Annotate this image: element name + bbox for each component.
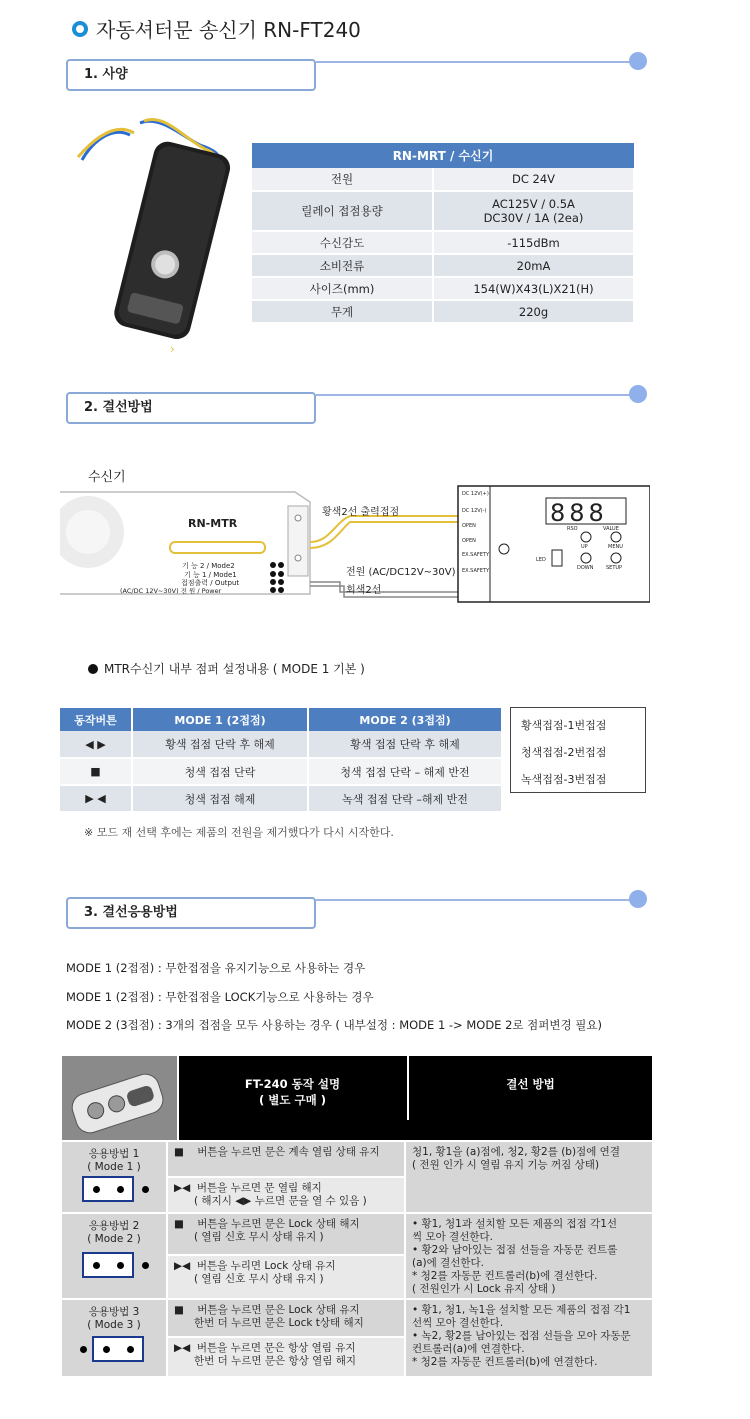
table-row <box>252 254 634 277</box>
wiring-text: 씩 모아 결선한다. <box>412 1231 494 1243</box>
table-row <box>60 758 502 785</box>
action-text: 버튼을 누르면 문은 Lock 상태 해지 <box>197 1218 360 1230</box>
spec-value: DC 24V <box>433 168 634 191</box>
down-button <box>581 553 591 563</box>
circle-bullet-icon <box>72 21 88 37</box>
spec-value-line1: AC125V / 0.5A <box>492 197 575 211</box>
column-header: MODE 1 (2접점) <box>132 708 308 731</box>
spec-table-header: RN-MRT / 수신기 <box>252 143 634 168</box>
action-subtext: ( 열림 신호 무시 상태 유지 ) <box>194 1273 324 1285</box>
svg-text:›: › <box>170 342 175 356</box>
action-text: 버튼을 누리면 Lock 상태 유지 <box>196 1260 336 1272</box>
section-title: 2. 결선방법 <box>66 392 316 424</box>
callout-gray: 회색2선 <box>346 585 382 596</box>
wiring-description <box>406 1142 652 1212</box>
table-row <box>252 168 634 191</box>
controller-button-label: RSO <box>567 526 578 532</box>
action-text: 버튼을 누르면 문 열림 해지 <box>196 1182 322 1194</box>
wiring-text: 청1, 황1을 (a)점에, 청2, 황2를 (b)점에 연결 <box>412 1146 620 1158</box>
controller-button-label: VALUE <box>603 526 619 532</box>
usage-line: MODE 1 (2접점) : 무한접점을 유지기능으로 사용하는 경우 <box>66 961 366 975</box>
close-arrows-icon: ▶◀ <box>174 1182 191 1194</box>
wiring-text: • 황1, 청1과 설치할 모든 제품의 접점 각1선 <box>412 1218 618 1230</box>
jumper-pin <box>80 1346 87 1353</box>
spec-value <box>433 191 634 231</box>
table-row <box>60 785 502 812</box>
section-header-wiring <box>66 392 646 424</box>
wiring-text: (a)에 결선한다. <box>412 1257 485 1269</box>
jumper-pin <box>142 1262 149 1269</box>
mode2-cell: 황색 접점 단락 후 해제 <box>308 731 502 758</box>
application-method-label <box>62 1300 166 1376</box>
spec-value: 20mA <box>433 254 634 277</box>
device-name-label: RN-MTR <box>188 517 238 530</box>
jumper-heading-text: MTR수신기 내부 점퍼 설정내용 ( MODE 1 기본 ) <box>104 662 365 676</box>
page-title <box>72 14 361 43</box>
spec-label: 무게 <box>252 300 433 323</box>
usage-line: MODE 1 (2접점) : 무한접점을 LOCK기능으로 사용하는 경우 <box>66 990 374 1004</box>
mode1-cell: 황색 접점 단락 후 해제 <box>132 731 308 758</box>
application-method-label <box>62 1142 166 1212</box>
section-dot-icon <box>629 385 647 403</box>
receiver-product-image <box>70 115 230 365</box>
method-name: 응용방법 2 <box>88 1220 140 1232</box>
setup-button <box>611 553 621 563</box>
jumper-pin <box>117 1262 124 1269</box>
stop-icon: ■ <box>174 1146 184 1158</box>
section-title: 3. 결선응용방법 <box>66 897 316 929</box>
wiring-text: • 황2와 남아있는 접점 선들을 자동문 컨트롤 <box>412 1244 618 1256</box>
table-row <box>252 300 634 323</box>
section-divider <box>316 61 636 63</box>
column-header-wiring: 결선 방법 <box>407 1056 652 1120</box>
section-divider <box>316 394 636 396</box>
action-text: 버튼을 누르면 문은 Lock 상태 유지 <box>197 1304 360 1316</box>
remote-control-image <box>62 1056 177 1140</box>
section-dot-icon <box>629 52 647 70</box>
contact-legend-item: 녹색접점-3번접점 <box>521 773 607 786</box>
mode1-cell: 청색 접점 단락 <box>132 758 308 785</box>
controller-terminal-label: DC 12V(+) <box>462 491 489 497</box>
jumper-diagram <box>82 1176 134 1202</box>
action-description <box>168 1338 404 1376</box>
controller-button-label: UP <box>581 544 588 550</box>
controller-button-label: DOWN <box>577 565 594 571</box>
header-divider <box>177 1056 179 1140</box>
mode2-cell: 청색 접점 단락 – 해제 반전 <box>308 758 502 785</box>
section-title: 1. 사양 <box>66 59 316 91</box>
jumper-pin <box>93 1262 100 1269</box>
table-row <box>60 731 502 758</box>
receiver-label: 수신기 <box>88 470 126 485</box>
terminal-label: 기 능 1 / Mode1 <box>184 571 237 579</box>
wiring-description <box>406 1300 652 1376</box>
controller-button-label: MENU <box>608 544 623 550</box>
jumper-pin <box>117 1186 124 1193</box>
controller-terminal-label: EX.SAFETY <box>462 552 490 558</box>
method-mode: ( Mode 1 ) <box>87 1161 141 1173</box>
page-title-text: 자동셔터문 송신기 RN-FT240 <box>96 18 361 42</box>
action-subtext: 한번 더 누르면 문은 항상 열림 해지 <box>194 1355 357 1367</box>
jumper-pin <box>127 1346 134 1353</box>
column-header-text: FT-240 동작 설명 <box>244 1077 341 1091</box>
terminal-label: 접점출력 / Output <box>181 579 240 587</box>
stop-icon: ■ <box>174 1304 184 1316</box>
mode2-cell: 녹색 접점 단락 –해제 반전 <box>308 785 502 812</box>
wiring-text: * 청2를 자동문 컨트롤러(b)에 연결한다. <box>412 1356 598 1368</box>
segment-display: 888 <box>550 499 608 527</box>
spec-label: 수신감도 <box>252 231 433 254</box>
table-row <box>252 231 634 254</box>
application-method-label <box>62 1214 166 1298</box>
action-button-symbol: ■ <box>60 758 132 785</box>
controller-terminal-label: EX.SAFETY <box>462 568 490 574</box>
action-text: 버튼을 누르면 문은 항상 열림 유지 <box>196 1342 356 1354</box>
action-description <box>168 1300 404 1336</box>
action-subtext: ( 해지시 ◀▶ 누르면 문을 열 수 있음 ) <box>194 1195 367 1207</box>
usage-line: MODE 2 (3접점) : 3개의 접점을 모두 사용하는 경우 ( 내부설정 : MODE 1 -> MODE 2로 점퍼변경 필요) <box>66 1018 602 1032</box>
jumper-diagram <box>82 1252 134 1278</box>
reset-note: ※ 모드 재 선택 후에는 제품의 전원을 제거했다가 다시 시작한다. <box>84 826 394 839</box>
wiring-diagram <box>60 482 650 607</box>
stop-icon: ■ <box>174 1218 184 1230</box>
wiring-text: ( 전원인가 시 Lock 유지 상태 ) <box>412 1283 556 1295</box>
jumper-pin <box>142 1186 149 1193</box>
contact-legend-item: 황색접점-1번접점 <box>521 719 607 732</box>
method-name: 응용방법 3 <box>88 1306 140 1318</box>
wiring-text: 컨트롤러(a)에 연결한다. <box>412 1343 525 1355</box>
bullet-icon <box>88 664 98 674</box>
wiring-description <box>406 1214 652 1298</box>
terminal-label: 기 능 2 / Mode2 <box>182 562 235 570</box>
method-mode: ( Mode 3 ) <box>87 1319 141 1331</box>
callout-yellow: 황색2선 출력접점 <box>322 507 400 518</box>
close-arrows-icon: ▶◀ <box>174 1260 191 1272</box>
controller-button-label: LED <box>536 557 546 563</box>
menu-button <box>611 532 621 542</box>
method-mode: ( Mode 2 ) <box>87 1233 141 1245</box>
column-header: MODE 2 (3접점) <box>308 708 502 731</box>
column-header-subtext: ( 별도 구매 ) <box>259 1093 326 1107</box>
spec-label: 사이즈(mm) <box>252 277 433 300</box>
column-header-action <box>180 1076 405 1108</box>
jumper-heading <box>88 660 365 677</box>
up-button <box>581 532 591 542</box>
spec-label: 전원 <box>252 168 433 191</box>
callout-power: 전원 (AC/DC12V~30V) <box>346 567 456 578</box>
jumper-pin <box>93 1186 100 1193</box>
action-description <box>168 1142 404 1176</box>
spec-value: 154(W)X43(L)X21(H) <box>433 277 634 300</box>
spec-value: -115dBm <box>433 231 634 254</box>
jumper-pin <box>103 1346 110 1353</box>
spec-value-line2: DC30V / 1A (2ea) <box>483 211 584 225</box>
wiring-text: * 청2를 자동문 컨트롤러(b)에 결선한다. <box>412 1270 598 1282</box>
wiring-text: ( 전원 인가 시 열림 유지 기능 꺼짐 상태) <box>412 1159 600 1171</box>
action-description <box>168 1178 404 1212</box>
section-header-application <box>66 897 646 929</box>
close-arrows-icon: ▶◀ <box>174 1342 191 1354</box>
table-row <box>252 277 634 300</box>
contact-legend-item: 청색접점-2번접점 <box>521 746 607 759</box>
action-subtext: 한번 더 누르면 문은 Lock t상태 해지 <box>194 1317 364 1329</box>
action-description <box>168 1256 404 1298</box>
wiring-text: 선씩 모아 결선한다. <box>412 1317 504 1329</box>
column-header: 동작버튼 <box>60 708 132 731</box>
wiring-text: • 황1, 청1, 녹1을 설치할 모든 제품의 접점 각1 <box>412 1304 631 1316</box>
method-name: 응용방법 1 <box>88 1148 140 1160</box>
wiring-text: • 녹2, 황2를 남아있는 접점 선들을 모아 자동문 <box>412 1330 631 1342</box>
contact-legend <box>510 707 646 793</box>
spec-label: 릴레이 접점용량 <box>252 191 433 231</box>
section-header-spec <box>66 59 646 91</box>
mode1-cell: 청색 접점 해제 <box>132 785 308 812</box>
controller-button-label: SETUP <box>606 565 623 571</box>
action-subtext: ( 열림 신호 무시 상태 유지 ) <box>194 1231 324 1243</box>
action-button-symbol: ◀ ▶ <box>60 731 132 758</box>
jumper-table <box>60 708 503 813</box>
action-description <box>168 1214 404 1254</box>
section-divider <box>316 899 636 901</box>
controller-terminal-label: OPEN <box>462 523 476 529</box>
controller-terminal-label: DC 12V(-) <box>462 508 487 514</box>
spec-table <box>252 143 635 324</box>
jumper-diagram <box>92 1336 144 1362</box>
action-button-symbol: ▶ ◀ <box>60 785 132 812</box>
terminal-label: (AC/DC 12V~30V) 전 원 / Power <box>120 587 222 595</box>
spec-label: 소비전류 <box>252 254 433 277</box>
spec-value: 220g <box>433 300 634 323</box>
table-row <box>252 191 634 231</box>
action-text: 버튼을 누르면 문은 계속 열림 상태 유지 <box>197 1146 380 1158</box>
section-dot-icon <box>629 890 647 908</box>
controller-terminal-label: OPEN <box>462 538 476 544</box>
